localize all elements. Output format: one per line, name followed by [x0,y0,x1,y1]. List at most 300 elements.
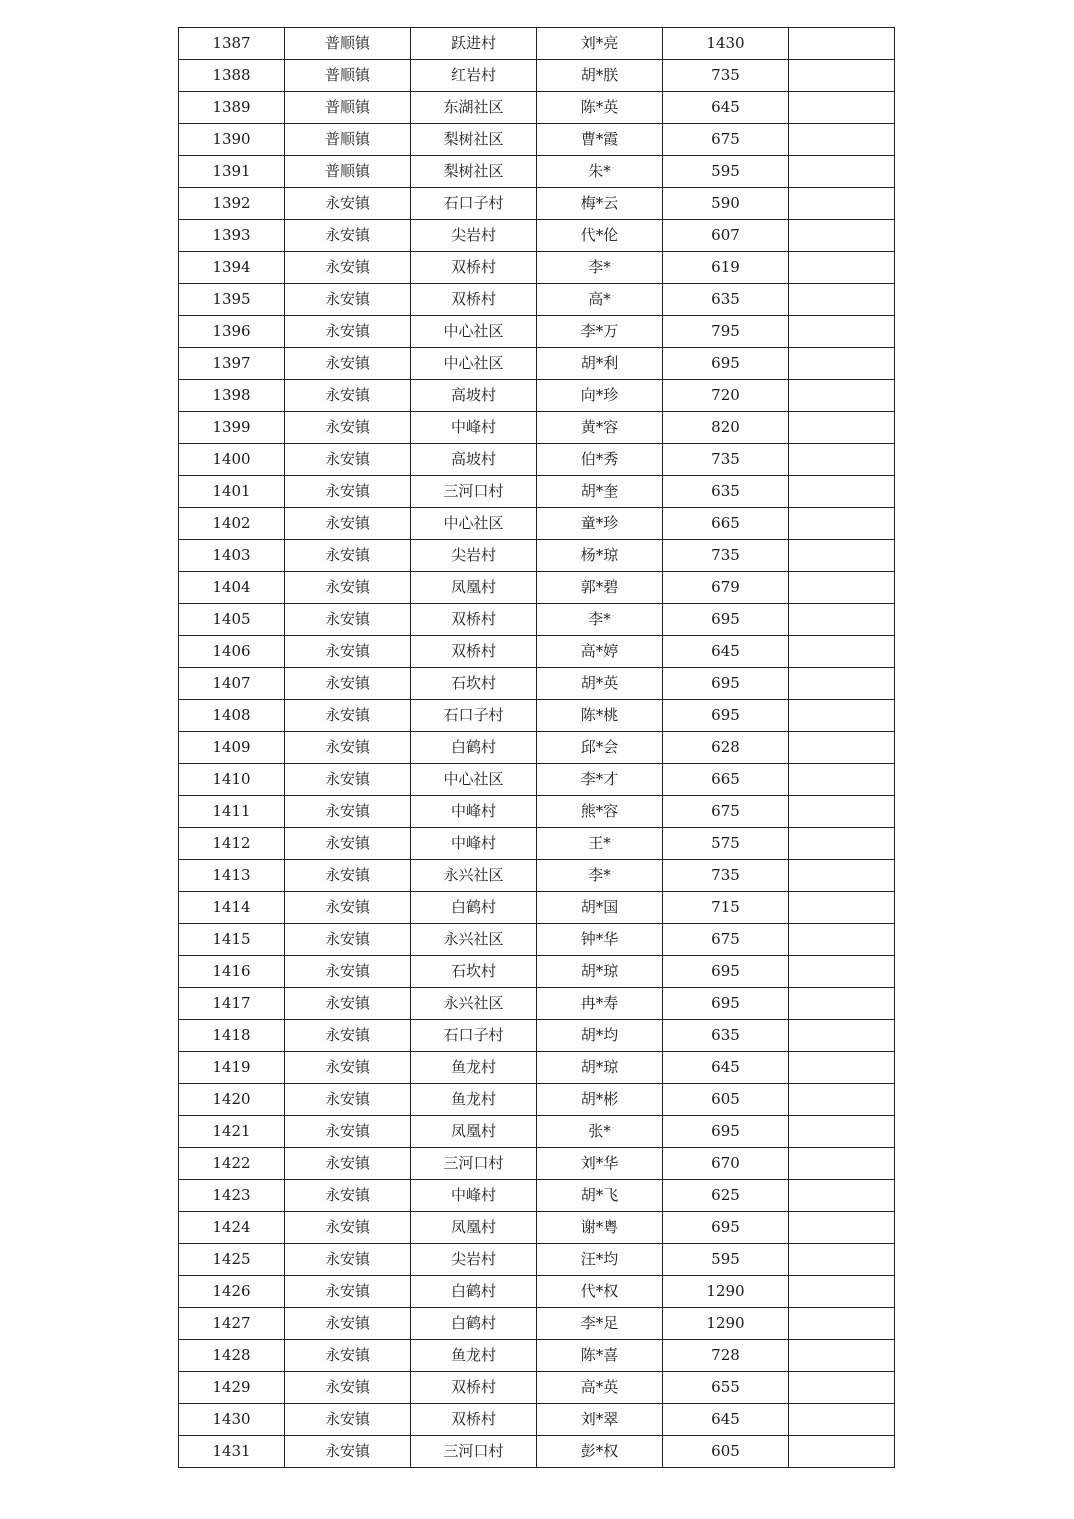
name-cell: 李* [537,860,663,892]
table-row [179,412,895,444]
town-cell: 永安镇 [285,316,411,348]
row-number-cell: 1422 [179,1148,285,1180]
amount-cell: 695 [663,988,789,1020]
table-row [179,668,895,700]
note-cell [789,956,895,988]
name-cell: 胡*奎 [537,476,663,508]
amount-cell: 670 [663,1148,789,1180]
village-cell: 梨树社区 [411,124,537,156]
village-cell: 白鹤村 [411,1308,537,1340]
note-cell [789,92,895,124]
amount-cell: 595 [663,156,789,188]
row-number-cell: 1397 [179,348,285,380]
town-cell: 永安镇 [285,348,411,380]
table-row [179,1404,895,1436]
note-cell [789,892,895,924]
amount-cell: 645 [663,1404,789,1436]
town-cell: 永安镇 [285,924,411,956]
note-cell [789,1084,895,1116]
village-cell: 石坎村 [411,956,537,988]
row-number-cell: 1389 [179,92,285,124]
name-cell: 胡*国 [537,892,663,924]
row-number-cell: 1425 [179,1244,285,1276]
row-number-cell: 1413 [179,860,285,892]
town-cell: 普顺镇 [285,28,411,60]
table-row [179,1244,895,1276]
amount-cell: 665 [663,508,789,540]
name-cell: 李*才 [537,764,663,796]
name-cell: 伯*秀 [537,444,663,476]
table-row [179,508,895,540]
row-number-cell: 1401 [179,476,285,508]
table-row [179,380,895,412]
village-cell: 尖岩村 [411,540,537,572]
village-cell: 石坎村 [411,668,537,700]
name-cell: 李* [537,252,663,284]
row-number-cell: 1395 [179,284,285,316]
village-cell: 跃进村 [411,28,537,60]
village-cell: 三河口村 [411,1148,537,1180]
name-cell: 王* [537,828,663,860]
village-cell: 中峰村 [411,412,537,444]
amount-cell: 675 [663,124,789,156]
row-number-cell: 1426 [179,1276,285,1308]
name-cell: 胡*利 [537,348,663,380]
amount-cell: 720 [663,380,789,412]
table-row [179,700,895,732]
table-row [179,828,895,860]
row-number-cell: 1402 [179,508,285,540]
note-cell [789,1404,895,1436]
note-cell [789,636,895,668]
town-cell: 永安镇 [285,188,411,220]
name-cell: 李* [537,604,663,636]
amount-cell: 715 [663,892,789,924]
town-cell: 永安镇 [285,796,411,828]
table-row [179,28,895,60]
village-cell: 中心社区 [411,348,537,380]
row-number-cell: 1405 [179,604,285,636]
village-cell: 中心社区 [411,316,537,348]
town-cell: 永安镇 [285,604,411,636]
row-number-cell: 1417 [179,988,285,1020]
amount-cell: 575 [663,828,789,860]
town-cell: 永安镇 [285,476,411,508]
note-cell [789,668,895,700]
name-cell: 高*婷 [537,636,663,668]
row-number-cell: 1416 [179,956,285,988]
village-cell: 高坡村 [411,380,537,412]
village-cell: 石口子村 [411,1020,537,1052]
village-cell: 永兴社区 [411,988,537,1020]
name-cell: 郭*碧 [537,572,663,604]
table-row [179,604,895,636]
table-row [179,1436,895,1468]
note-cell [789,412,895,444]
note-cell [789,700,895,732]
roster-table-body [179,28,895,1468]
note-cell [789,732,895,764]
table-row [179,124,895,156]
name-cell: 胡*均 [537,1020,663,1052]
name-cell: 彭*权 [537,1436,663,1468]
amount-cell: 607 [663,220,789,252]
amount-cell: 635 [663,284,789,316]
village-cell: 东湖社区 [411,92,537,124]
row-number-cell: 1420 [179,1084,285,1116]
table-row [179,1308,895,1340]
row-number-cell: 1407 [179,668,285,700]
amount-cell: 1430 [663,28,789,60]
name-cell: 刘*亮 [537,28,663,60]
town-cell: 普顺镇 [285,60,411,92]
table-row [179,188,895,220]
row-number-cell: 1429 [179,1372,285,1404]
table-row [179,1084,895,1116]
town-cell: 永安镇 [285,828,411,860]
town-cell: 永安镇 [285,412,411,444]
town-cell: 永安镇 [285,508,411,540]
table-row [179,956,895,988]
name-cell: 高* [537,284,663,316]
table-row [179,1052,895,1084]
name-cell: 代*权 [537,1276,663,1308]
note-cell [789,1436,895,1468]
row-number-cell: 1396 [179,316,285,348]
note-cell [789,508,895,540]
amount-cell: 635 [663,476,789,508]
table-row [179,636,895,668]
table-row [179,156,895,188]
amount-cell: 628 [663,732,789,764]
town-cell: 永安镇 [285,1052,411,1084]
row-number-cell: 1421 [179,1116,285,1148]
town-cell: 永安镇 [285,444,411,476]
village-cell: 中心社区 [411,508,537,540]
town-cell: 永安镇 [285,1180,411,1212]
row-number-cell: 1418 [179,1020,285,1052]
note-cell [789,156,895,188]
amount-cell: 695 [663,1212,789,1244]
village-cell: 中心社区 [411,764,537,796]
town-cell: 永安镇 [285,540,411,572]
note-cell [789,1180,895,1212]
amount-cell: 735 [663,860,789,892]
village-cell: 永兴社区 [411,924,537,956]
name-cell: 曹*霞 [537,124,663,156]
town-cell: 永安镇 [285,1276,411,1308]
village-cell: 鱼龙村 [411,1084,537,1116]
name-cell: 梅*云 [537,188,663,220]
village-cell: 石口子村 [411,188,537,220]
amount-cell: 695 [663,604,789,636]
note-cell [789,28,895,60]
name-cell: 陈*英 [537,92,663,124]
town-cell: 永安镇 [285,732,411,764]
amount-cell: 645 [663,636,789,668]
village-cell: 鱼龙村 [411,1340,537,1372]
row-number-cell: 1406 [179,636,285,668]
name-cell: 胡*彬 [537,1084,663,1116]
village-cell: 尖岩村 [411,220,537,252]
table-row [179,1212,895,1244]
village-cell: 双桥村 [411,252,537,284]
amount-cell: 675 [663,924,789,956]
note-cell [789,764,895,796]
note-cell [789,1372,895,1404]
table-row [179,988,895,1020]
note-cell [789,1244,895,1276]
amount-cell: 619 [663,252,789,284]
name-cell: 熊*容 [537,796,663,828]
document-page [178,27,894,1468]
row-number-cell: 1412 [179,828,285,860]
note-cell [789,124,895,156]
table-row [179,1020,895,1052]
table-row [179,892,895,924]
table-row [179,444,895,476]
name-cell: 谢*粤 [537,1212,663,1244]
village-cell: 鱼龙村 [411,1052,537,1084]
row-number-cell: 1408 [179,700,285,732]
note-cell [789,348,895,380]
note-cell [789,796,895,828]
table-row [179,348,895,380]
town-cell: 永安镇 [285,252,411,284]
table-row [179,220,895,252]
name-cell: 陈*桃 [537,700,663,732]
amount-cell: 679 [663,572,789,604]
town-cell: 永安镇 [285,764,411,796]
amount-cell: 635 [663,1020,789,1052]
town-cell: 普顺镇 [285,92,411,124]
row-number-cell: 1400 [179,444,285,476]
note-cell [789,476,895,508]
amount-cell: 795 [663,316,789,348]
row-number-cell: 1404 [179,572,285,604]
table-row [179,284,895,316]
note-cell [789,1052,895,1084]
note-cell [789,1308,895,1340]
table-row [179,732,895,764]
table-row [179,764,895,796]
note-cell [789,828,895,860]
name-cell: 高*英 [537,1372,663,1404]
name-cell: 钟*华 [537,924,663,956]
village-cell: 凤凰村 [411,1212,537,1244]
amount-cell: 735 [663,540,789,572]
table-row [179,1340,895,1372]
town-cell: 永安镇 [285,1212,411,1244]
town-cell: 永安镇 [285,220,411,252]
note-cell [789,60,895,92]
town-cell: 永安镇 [285,1244,411,1276]
amount-cell: 595 [663,1244,789,1276]
row-number-cell: 1424 [179,1212,285,1244]
name-cell: 代*伦 [537,220,663,252]
name-cell: 向*珍 [537,380,663,412]
town-cell: 永安镇 [285,636,411,668]
table-row [179,860,895,892]
amount-cell: 665 [663,764,789,796]
name-cell: 胡*琼 [537,956,663,988]
row-number-cell: 1393 [179,220,285,252]
town-cell: 普顺镇 [285,124,411,156]
town-cell: 永安镇 [285,1404,411,1436]
amount-cell: 605 [663,1436,789,1468]
table-row [179,92,895,124]
amount-cell: 590 [663,188,789,220]
town-cell: 普顺镇 [285,156,411,188]
town-cell: 永安镇 [285,1020,411,1052]
town-cell: 永安镇 [285,1340,411,1372]
town-cell: 永安镇 [285,988,411,1020]
row-number-cell: 1419 [179,1052,285,1084]
row-number-cell: 1411 [179,796,285,828]
amount-cell: 695 [663,668,789,700]
town-cell: 永安镇 [285,380,411,412]
table-row [179,1372,895,1404]
village-cell: 白鹤村 [411,892,537,924]
table-row [179,316,895,348]
village-cell: 双桥村 [411,1404,537,1436]
village-cell: 永兴社区 [411,860,537,892]
note-cell [789,604,895,636]
town-cell: 永安镇 [285,1372,411,1404]
village-cell: 中峰村 [411,1180,537,1212]
note-cell [789,1116,895,1148]
table-row [179,1116,895,1148]
note-cell [789,572,895,604]
town-cell: 永安镇 [285,1308,411,1340]
village-cell: 中峰村 [411,796,537,828]
row-number-cell: 1392 [179,188,285,220]
row-number-cell: 1428 [179,1340,285,1372]
name-cell: 李*足 [537,1308,663,1340]
town-cell: 永安镇 [285,860,411,892]
village-cell: 梨树社区 [411,156,537,188]
amount-cell: 625 [663,1180,789,1212]
name-cell: 张* [537,1116,663,1148]
note-cell [789,988,895,1020]
table-row [179,1276,895,1308]
name-cell: 胡*英 [537,668,663,700]
village-cell: 红岩村 [411,60,537,92]
table-row [179,60,895,92]
note-cell [789,1276,895,1308]
name-cell: 朱* [537,156,663,188]
table-row [179,924,895,956]
row-number-cell: 1409 [179,732,285,764]
name-cell: 胡*飞 [537,1180,663,1212]
table-row [179,540,895,572]
row-number-cell: 1410 [179,764,285,796]
table-row [179,476,895,508]
village-cell: 三河口村 [411,1436,537,1468]
note-cell [789,860,895,892]
row-number-cell: 1414 [179,892,285,924]
name-cell: 黄*容 [537,412,663,444]
village-cell: 白鹤村 [411,1276,537,1308]
row-number-cell: 1399 [179,412,285,444]
village-cell: 双桥村 [411,1372,537,1404]
town-cell: 永安镇 [285,1084,411,1116]
village-cell: 石口子村 [411,700,537,732]
row-number-cell: 1430 [179,1404,285,1436]
village-cell: 双桥村 [411,604,537,636]
town-cell: 永安镇 [285,572,411,604]
row-number-cell: 1431 [179,1436,285,1468]
note-cell [789,220,895,252]
table-row [179,1148,895,1180]
amount-cell: 695 [663,956,789,988]
town-cell: 永安镇 [285,892,411,924]
amount-cell: 655 [663,1372,789,1404]
row-number-cell: 1387 [179,28,285,60]
name-cell: 陈*喜 [537,1340,663,1372]
row-number-cell: 1390 [179,124,285,156]
amount-cell: 1290 [663,1276,789,1308]
roster-table [178,27,895,1468]
table-row [179,796,895,828]
row-number-cell: 1394 [179,252,285,284]
row-number-cell: 1423 [179,1180,285,1212]
note-cell [789,380,895,412]
amount-cell: 695 [663,348,789,380]
row-number-cell: 1391 [179,156,285,188]
note-cell [789,924,895,956]
town-cell: 永安镇 [285,700,411,732]
amount-cell: 1290 [663,1308,789,1340]
name-cell: 胡*朕 [537,60,663,92]
town-cell: 永安镇 [285,1148,411,1180]
note-cell [789,1212,895,1244]
village-cell: 凤凰村 [411,1116,537,1148]
amount-cell: 695 [663,1116,789,1148]
village-cell: 双桥村 [411,284,537,316]
note-cell [789,1340,895,1372]
town-cell: 永安镇 [285,284,411,316]
name-cell: 邱*会 [537,732,663,764]
town-cell: 永安镇 [285,668,411,700]
village-cell: 凤凰村 [411,572,537,604]
row-number-cell: 1427 [179,1308,285,1340]
name-cell: 汪*均 [537,1244,663,1276]
village-cell: 白鹤村 [411,732,537,764]
note-cell [789,316,895,348]
table-row [179,1180,895,1212]
amount-cell: 728 [663,1340,789,1372]
table-row [179,572,895,604]
table-row [179,252,895,284]
name-cell: 冉*寿 [537,988,663,1020]
name-cell: 童*珍 [537,508,663,540]
name-cell: 胡*琼 [537,1052,663,1084]
village-cell: 高坡村 [411,444,537,476]
note-cell [789,284,895,316]
amount-cell: 735 [663,444,789,476]
note-cell [789,444,895,476]
note-cell [789,1148,895,1180]
row-number-cell: 1388 [179,60,285,92]
note-cell [789,252,895,284]
note-cell [789,188,895,220]
name-cell: 杨*琼 [537,540,663,572]
name-cell: 李*万 [537,316,663,348]
amount-cell: 675 [663,796,789,828]
village-cell: 中峰村 [411,828,537,860]
village-cell: 双桥村 [411,636,537,668]
